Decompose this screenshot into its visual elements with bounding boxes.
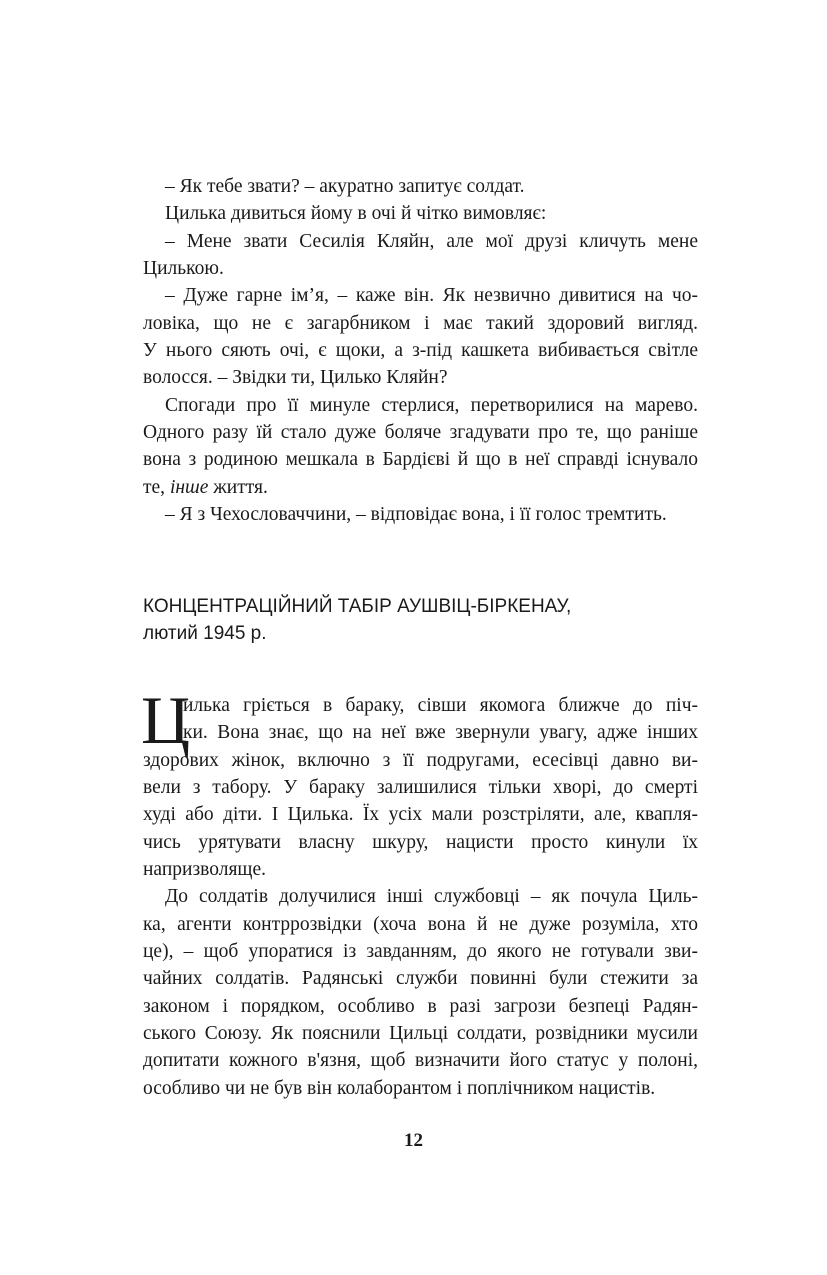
text-line: ка, агенти контррозвідки (хоча вона й не дуже розуміла, хто — [143, 913, 698, 935]
text-line: У нього сяють очі, є щоки, а з-під кашкета вибивається світле — [143, 340, 698, 362]
text-line: чись урятувати власну шкуру, нацисти просто кинули їх — [143, 831, 698, 853]
text-line: особливо чи не був він колаборантом і поплічником нацистів. — [143, 1077, 656, 1099]
text-line: допитати кожного в'язня, щоб визначити його статус у полоні, — [143, 1050, 698, 1072]
text-line: напризволяще. — [143, 859, 266, 881]
text-line: Цилька дивиться йому в очі й чітко вимовляє: — [165, 203, 547, 225]
drop-cap: Ц — [141, 682, 191, 758]
text-line: вона з родиною мешкала в Бардієві й що в неї справді існувало — [143, 449, 698, 471]
text-line: Одного разу їй стало дуже боляче згадувати про те, що раніше — [143, 422, 698, 444]
text-line: илька гріється в бараку, сівши якомога ближче до піч- — [183, 695, 698, 716]
text-line: законом і порядком, особливо в разі загрози безпеці Радян- — [143, 995, 698, 1017]
text-line: ського Союзу. Як пояснили Цильці солдати, розвідники мусили — [143, 1023, 698, 1045]
text-line: – Мене звати Сесилія Кляйн, але мої друзі кличуть мене — [165, 230, 698, 252]
text-line: – Як тебе звати? – акуратно запитує солдат. — [165, 176, 525, 197]
text-line: До солдатів долучилися інші службовці – як почула Циль- — [165, 886, 698, 908]
text-line: те, інше життя. — [143, 476, 268, 498]
text-line: здорових жінок, включно з її подругами, есесівці давно ви- — [143, 749, 698, 771]
text-line: ки. Вона знає, що на неї вже звернули увагу, адже інших — [183, 722, 698, 744]
heading-date: лютий 1945 р. — [143, 623, 267, 644]
text-line: вели з табору. У бараку залишилися тільки хворі, до смерті — [143, 777, 698, 799]
text-line: худі або діти. І Цилька. Їх усіх мали розстріляти, але, квапля- — [143, 804, 698, 826]
text-line: волосся. – Звідки ти, Цилько Кляйн? — [143, 367, 448, 389]
text-line: це), – щоб упоратися із завданням, до якого не готували зви- — [143, 941, 698, 963]
text-line: Цилькою. — [143, 258, 224, 280]
chapter-heading — [143, 593, 571, 647]
page-number: 12 — [404, 1130, 423, 1151]
text-section-barrack — [143, 692, 698, 1102]
heading-location: КОНЦЕНТРАЦІЙНИЙ ТАБІР АУШВІЦ-БІРКЕНАУ, — [143, 596, 572, 617]
text-line: – Дуже гарне ім’я, – каже він. Як незвично дивитися на чо- — [165, 285, 698, 307]
text-line: ловіка, що не є загарбником і має такий здоровий вигляд. — [143, 312, 698, 334]
text-line: чайних солдатів. Радянські служби повинні були стежити за — [143, 968, 698, 990]
text-line: Спогади про її минуле стерлися, перетворилися на марево. — [165, 394, 698, 416]
text-section-dialogue — [143, 173, 698, 528]
text-line: – Я з Чехословаччини, – відповідає вона, і її голос тремтить. — [165, 504, 667, 526]
